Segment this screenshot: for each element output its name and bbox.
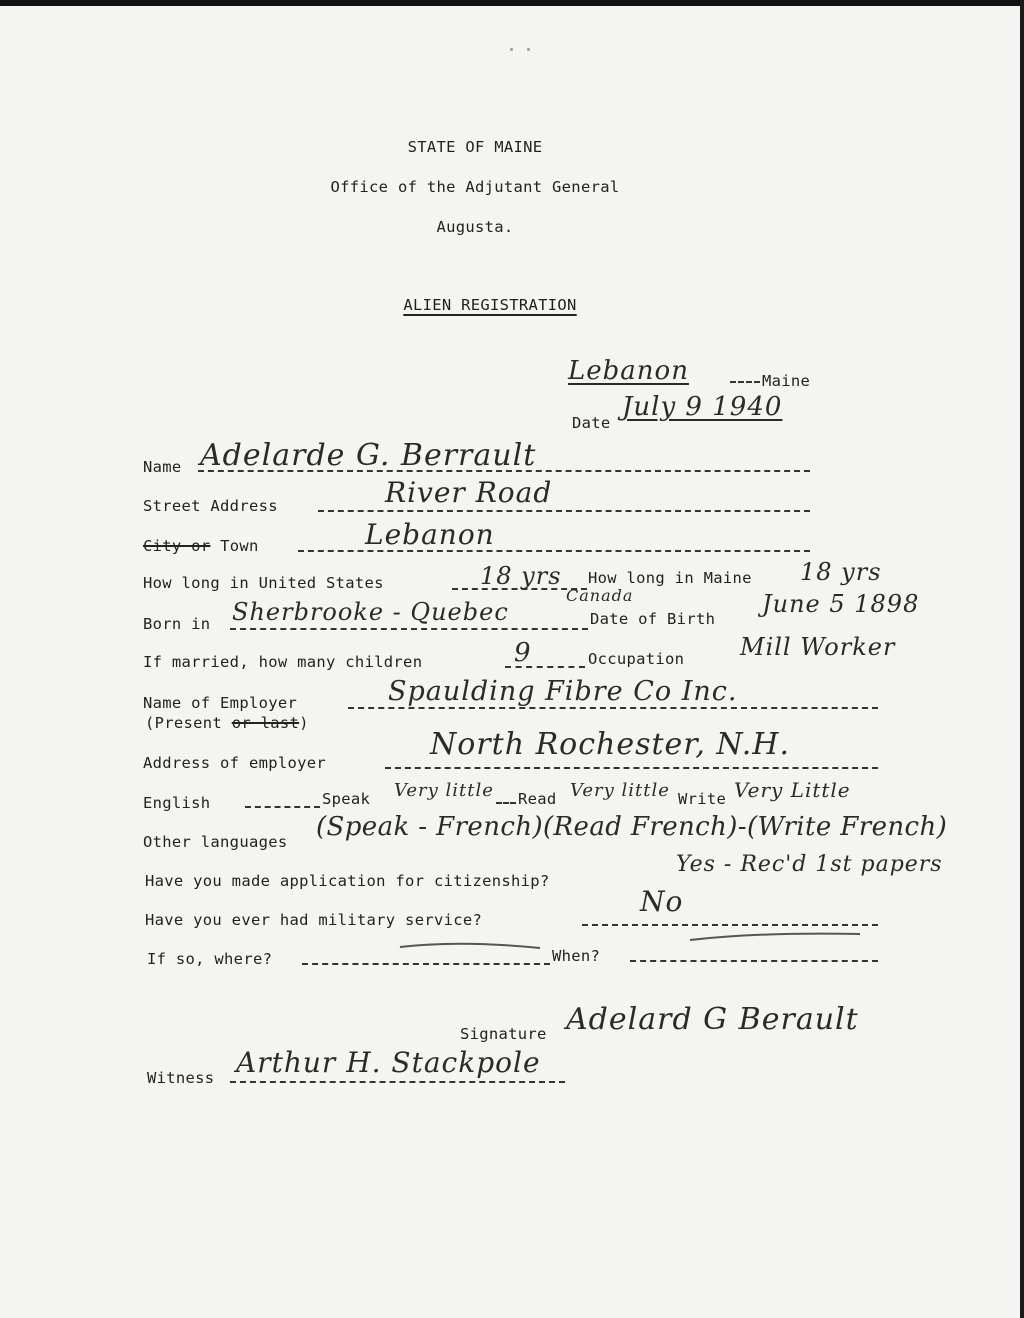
when-label: When?: [552, 947, 601, 965]
where-stroke: [400, 944, 540, 948]
city-label-struck: City or: [143, 537, 211, 555]
employer-value: Spaulding Fibre Co Inc.: [388, 676, 738, 707]
occupation-label: Occupation: [588, 650, 685, 668]
citizenship-label: Have you made application for citizenship?: [145, 872, 550, 890]
employer-paren: ): [299, 714, 309, 732]
dob-label: Date of Birth: [590, 610, 716, 628]
write-value: Very Little: [734, 778, 851, 802]
employer-present: (Present: [145, 714, 232, 732]
read-label: Read: [518, 790, 557, 808]
witness-line: [230, 1081, 565, 1083]
name-value: Adelarde G. Berrault: [200, 438, 537, 473]
employer-label: Name of Employer: [143, 694, 298, 712]
employer-address-value: North Rochester, N.H.: [430, 727, 790, 762]
speak-value: Very little: [394, 780, 494, 801]
occupation-value: Mill Worker: [740, 633, 896, 661]
header-office: Office of the Adjutant General: [330, 178, 620, 196]
town-handwritten: Lebanon: [568, 356, 689, 386]
witness-label: Witness: [147, 1069, 215, 1087]
military-value: No: [640, 885, 684, 918]
how-long-maine-value: 18 yrs: [800, 558, 882, 586]
other-languages-label: Other languages: [143, 833, 288, 851]
state-suffix: Maine: [762, 372, 811, 390]
military-label: Have you ever had military service?: [145, 911, 483, 929]
signature-value: Adelard G Berault: [566, 1002, 859, 1037]
born-in-country: Canada: [566, 586, 634, 605]
children-value: 9: [514, 638, 532, 668]
witness-value: Arthur H. Stackpole: [236, 1046, 541, 1079]
where-label: If so, where?: [147, 950, 273, 968]
how-long-us-label: How long in United States: [143, 574, 384, 592]
signature-label: Signature: [460, 1025, 547, 1043]
date-value: July 9 1940: [622, 392, 783, 422]
dob-value: June 5 1898: [762, 590, 920, 618]
employer-address-label: Address of employer: [143, 754, 327, 772]
other-languages-value: (Speak - French)(Read French)-(Write French): [316, 812, 948, 842]
header-city: Augusta.: [436, 218, 514, 236]
how-long-maine-label: How long in Maine: [588, 569, 752, 587]
how-long-us-value: 18 yrs: [480, 562, 562, 590]
header-state: STATE OF MAINE: [407, 138, 543, 156]
when-stroke: [690, 934, 860, 940]
town-label: Town: [220, 537, 259, 555]
name-label: Name: [143, 458, 182, 476]
citizenship-value: Yes - Rec'd 1st papers: [676, 852, 943, 877]
english-label: English: [143, 794, 211, 812]
employer-or-last-struck: or last: [231, 714, 300, 732]
street-value: River Road: [385, 476, 553, 509]
write-label: Write: [678, 790, 727, 808]
speak-label: Speak: [322, 790, 371, 808]
form-title: ALIEN REGISTRATION: [403, 296, 577, 314]
born-in-value: Sherbrooke - Quebec: [232, 598, 509, 626]
born-in-label: Born in: [143, 615, 211, 633]
street-label: Street Address: [143, 497, 278, 515]
read-value: Very little: [570, 780, 670, 801]
children-label: If married, how many children: [143, 653, 423, 671]
city-value: Lebanon: [365, 518, 495, 551]
date-label: Date: [572, 414, 611, 432]
